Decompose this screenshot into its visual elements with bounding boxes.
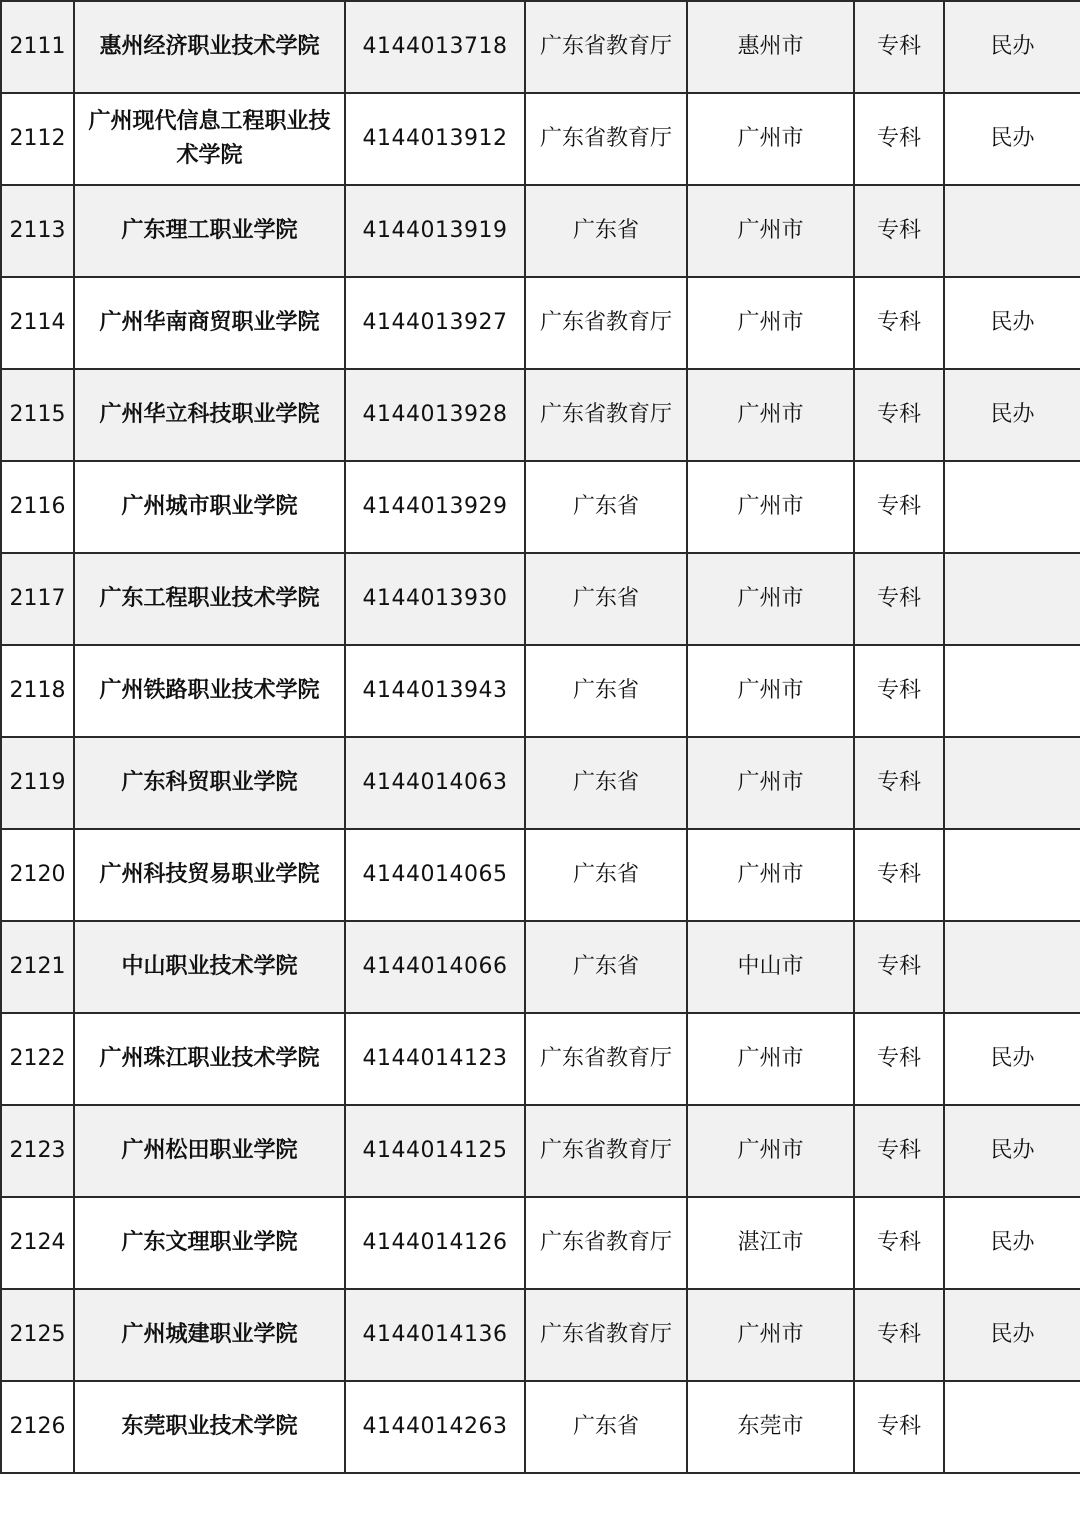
supervising-department-cell: 广东省教育厅 [525,1105,687,1197]
row-number-cell: 2121 [1,921,74,1013]
row-number-cell: 2125 [1,1289,74,1381]
row-number-cell: 2120 [1,829,74,921]
row-number-cell: 2111 [1,1,74,93]
table-row [1,737,1080,829]
table-row [1,461,1080,553]
school-code-cell: 4144014063 [345,737,525,829]
supervising-department-cell: 广东省 [525,553,687,645]
supervising-department-cell: 广东省教育厅 [525,93,687,185]
row-number-cell: 2112 [1,93,74,185]
location-city-cell: 广州市 [687,737,854,829]
row-number-cell: 2122 [1,1013,74,1105]
school-name-cell: 广州铁路职业技术学院 [74,645,345,737]
school-name-cell: 惠州经济职业技术学院 [74,1,345,93]
school-code-cell: 4144014065 [345,829,525,921]
education-level-cell: 专科 [854,369,944,461]
remark-cell: 民办 [944,1289,1080,1381]
supervising-department-cell: 广东省 [525,921,687,1013]
remark-cell [944,553,1080,645]
education-level-cell: 专科 [854,1381,944,1473]
school-code-cell: 4144013928 [345,369,525,461]
school-name-cell: 广东理工职业学院 [74,185,345,277]
table-row [1,1013,1080,1105]
location-city-cell: 广州市 [687,277,854,369]
school-code-cell: 4144013718 [345,1,525,93]
table-row [1,185,1080,277]
row-number-cell: 2113 [1,185,74,277]
supervising-department-cell: 广东省教育厅 [525,1013,687,1105]
school-name-cell: 广东文理职业学院 [74,1197,345,1289]
remark-cell [944,829,1080,921]
remark-cell [944,461,1080,553]
school-code-cell: 4144014126 [345,1197,525,1289]
table-body [1,1,1080,1473]
table-row [1,829,1080,921]
school-code-cell: 4144013943 [345,645,525,737]
location-city-cell: 广州市 [687,93,854,185]
school-code-cell: 4144014066 [345,921,525,1013]
location-city-cell: 广州市 [687,1289,854,1381]
school-name-cell: 广州城市职业学院 [74,461,345,553]
remark-cell: 民办 [944,1197,1080,1289]
row-number-cell: 2126 [1,1381,74,1473]
supervising-department-cell: 广东省教育厅 [525,277,687,369]
row-number-cell: 2119 [1,737,74,829]
remark-cell: 民办 [944,369,1080,461]
row-number-cell: 2117 [1,553,74,645]
table-row [1,93,1080,185]
school-code-cell: 4144013927 [345,277,525,369]
supervising-department-cell: 广东省 [525,737,687,829]
row-number-cell: 2123 [1,1105,74,1197]
school-code-cell: 4144013930 [345,553,525,645]
remark-cell [944,185,1080,277]
supervising-department-cell: 广东省教育厅 [525,1,687,93]
row-number-cell: 2124 [1,1197,74,1289]
school-code-cell: 4144013912 [345,93,525,185]
table-row [1,277,1080,369]
supervising-department-cell: 广东省教育厅 [525,1289,687,1381]
education-level-cell: 专科 [854,829,944,921]
school-code-cell: 4144013919 [345,185,525,277]
location-city-cell: 东莞市 [687,1381,854,1473]
school-code-cell: 4144014123 [345,1013,525,1105]
school-code-cell: 4144014263 [345,1381,525,1473]
supervising-department-cell: 广东省教育厅 [525,1197,687,1289]
school-name-cell: 广州华南商贸职业学院 [74,277,345,369]
row-number-cell: 2116 [1,461,74,553]
supervising-department-cell: 广东省教育厅 [525,369,687,461]
location-city-cell: 中山市 [687,921,854,1013]
school-name-cell: 广东工程职业技术学院 [74,553,345,645]
supervising-department-cell: 广东省 [525,461,687,553]
location-city-cell: 广州市 [687,1105,854,1197]
supervising-department-cell: 广东省 [525,1381,687,1473]
education-level-cell: 专科 [854,93,944,185]
supervising-department-cell: 广东省 [525,829,687,921]
location-city-cell: 惠州市 [687,1,854,93]
education-level-cell: 专科 [854,553,944,645]
education-level-cell: 专科 [854,461,944,553]
location-city-cell: 广州市 [687,553,854,645]
education-level-cell: 专科 [854,277,944,369]
table-row [1,645,1080,737]
remark-cell: 民办 [944,1,1080,93]
supervising-department-cell: 广东省 [525,645,687,737]
school-code-cell: 4144013929 [345,461,525,553]
remark-cell: 民办 [944,277,1080,369]
table-row [1,369,1080,461]
education-level-cell: 专科 [854,1,944,93]
location-city-cell: 广州市 [687,1013,854,1105]
location-city-cell: 湛江市 [687,1197,854,1289]
supervising-department-cell: 广东省 [525,185,687,277]
school-name-cell: 广州珠江职业技术学院 [74,1013,345,1105]
table-row [1,921,1080,1013]
location-city-cell: 广州市 [687,369,854,461]
row-number-cell: 2114 [1,277,74,369]
school-code-cell: 4144014136 [345,1289,525,1381]
remark-cell [944,921,1080,1013]
education-level-cell: 专科 [854,185,944,277]
school-name-cell: 中山职业技术学院 [74,921,345,1013]
table-row [1,1381,1080,1473]
table-row [1,553,1080,645]
education-level-cell: 专科 [854,1013,944,1105]
table-row [1,1289,1080,1381]
table-row [1,1,1080,93]
remark-cell: 民办 [944,1013,1080,1105]
school-name-cell: 广州城建职业学院 [74,1289,345,1381]
table-row [1,1197,1080,1289]
education-level-cell: 专科 [854,1105,944,1197]
remark-cell: 民办 [944,93,1080,185]
school-name-cell: 广州华立科技职业学院 [74,369,345,461]
school-name-cell: 广州科技贸易职业学院 [74,829,345,921]
school-code-cell: 4144014125 [345,1105,525,1197]
education-level-cell: 专科 [854,921,944,1013]
location-city-cell: 广州市 [687,829,854,921]
school-name-cell: 广东科贸职业学院 [74,737,345,829]
location-city-cell: 广州市 [687,461,854,553]
education-level-cell: 专科 [854,1289,944,1381]
row-number-cell: 2118 [1,645,74,737]
location-city-cell: 广州市 [687,185,854,277]
education-level-cell: 专科 [854,645,944,737]
education-level-cell: 专科 [854,737,944,829]
remark-cell [944,1381,1080,1473]
school-name-cell: 东莞职业技术学院 [74,1381,345,1473]
school-name-cell: 广州现代信息工程职业技术学院 [74,93,345,185]
remark-cell [944,737,1080,829]
education-level-cell: 专科 [854,1197,944,1289]
location-city-cell: 广州市 [687,645,854,737]
remark-cell: 民办 [944,1105,1080,1197]
row-number-cell: 2115 [1,369,74,461]
school-name-cell: 广州松田职业学院 [74,1105,345,1197]
remark-cell [944,645,1080,737]
table-row [1,1105,1080,1197]
